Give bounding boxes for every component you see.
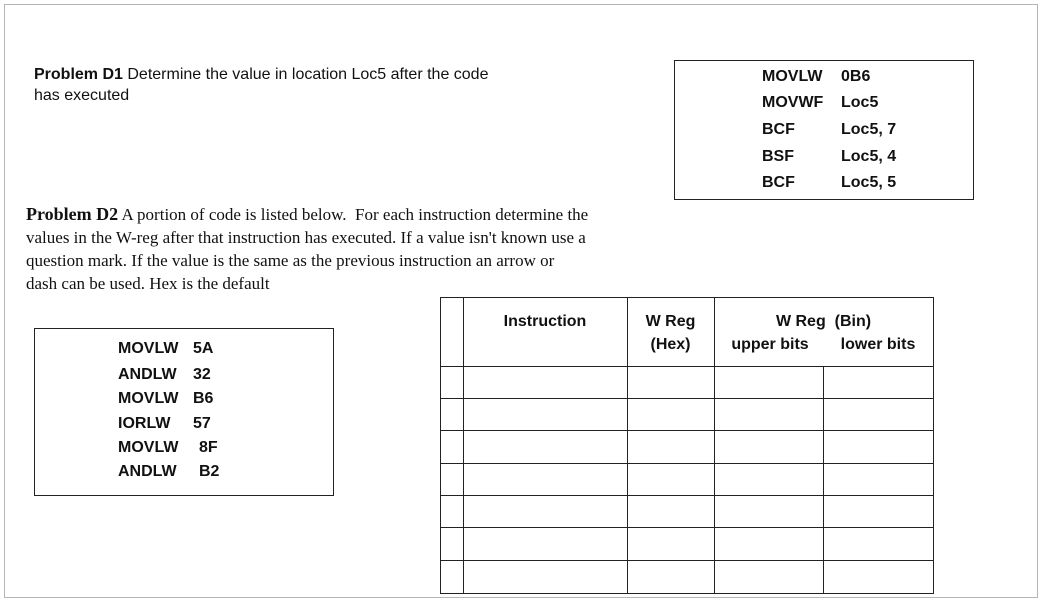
table-row-divider [441,560,933,561]
answer-cell-upper-1[interactable] [715,367,823,398]
table-divider-bits [823,366,824,593]
table-row-divider [441,430,933,431]
problem-d2-line-2: values in the W-reg after that instruction has executed. If a value isn't known use a [26,228,586,247]
code-d1-arg-2: Loc5 [841,94,879,111]
code-d2-op-5: MOVLW [118,439,179,456]
table-row-divider [441,527,933,528]
code-d1-op-2: MOVWF [762,94,824,111]
table-row-divider [441,398,933,399]
header-wreg-hex-2: (Hex) [650,336,691,353]
table-row-divider [441,495,933,496]
problem-d2-title: Problem D2 [26,204,119,224]
answer-cell-instruction-1[interactable] [464,367,627,398]
answer-table [440,297,934,594]
code-box-d1 [674,60,974,200]
answer-cell-lower-1[interactable] [824,367,933,398]
header-wreg-hex-1: W Reg [645,313,696,330]
problem-d1-title: Problem D1 [34,66,123,83]
code-d1-op-4: BSF [762,148,794,165]
code-d2-op-3: MOVLW [118,390,179,407]
problem-d1-line-2: has executed [34,87,130,104]
code-d2-op-2: ANDLW [118,366,177,383]
problem-d1-body: Determine the value in location Loc5 after the code [122,66,489,83]
problem-d1-text [34,64,634,106]
code-d2-op-6: ANDLW [118,463,177,480]
code-d2-arg-2: 32 [193,366,211,383]
code-box-d2 [34,328,334,496]
code-d1-op-5: BCF [762,174,795,191]
problem-d1-line-1 [34,64,634,85]
answer-cell-hex-1[interactable] [628,367,714,398]
code-d2-op-4: IORLW [118,415,171,432]
code-d2-arg-4: 57 [193,415,211,432]
code-d2-op-1: MOVLW [118,340,179,357]
table-divider-index [463,298,464,593]
code-d2-arg-6: B2 [199,463,220,480]
code-d1-arg-4: Loc5, 4 [841,148,897,165]
code-d1-arg-3: Loc5, 7 [841,121,897,138]
problem-d2-text [26,203,796,295]
header-instruction: Instruction [503,313,587,330]
code-d1-op-1: MOVLW [762,68,823,85]
problem-d2-line-1 [26,203,796,226]
code-d1-arg-1: 0B6 [841,68,871,85]
table-row-divider [441,463,933,464]
header-lower-bits: lower bits [840,336,916,353]
code-d1-op-3: BCF [762,121,795,138]
header-upper-bits: upper bits [731,336,809,353]
problem-d2-line-3: question mark. If the value is the same as the previous instruction an arrow or [26,251,555,270]
header-wreg-bin: W Reg (Bin) [775,313,872,330]
problem-d2-body: A portion of code is listed below. For each instruction determine the [118,205,589,224]
code-d1-arg-5: Loc5, 5 [841,174,897,191]
code-d2-arg-3: B6 [193,390,214,407]
code-d2-arg-1: 5A [193,340,214,357]
problem-d2-line-4: dash can be used. Hex is the default [26,274,270,293]
code-d2-arg-5: 8F [199,439,218,456]
